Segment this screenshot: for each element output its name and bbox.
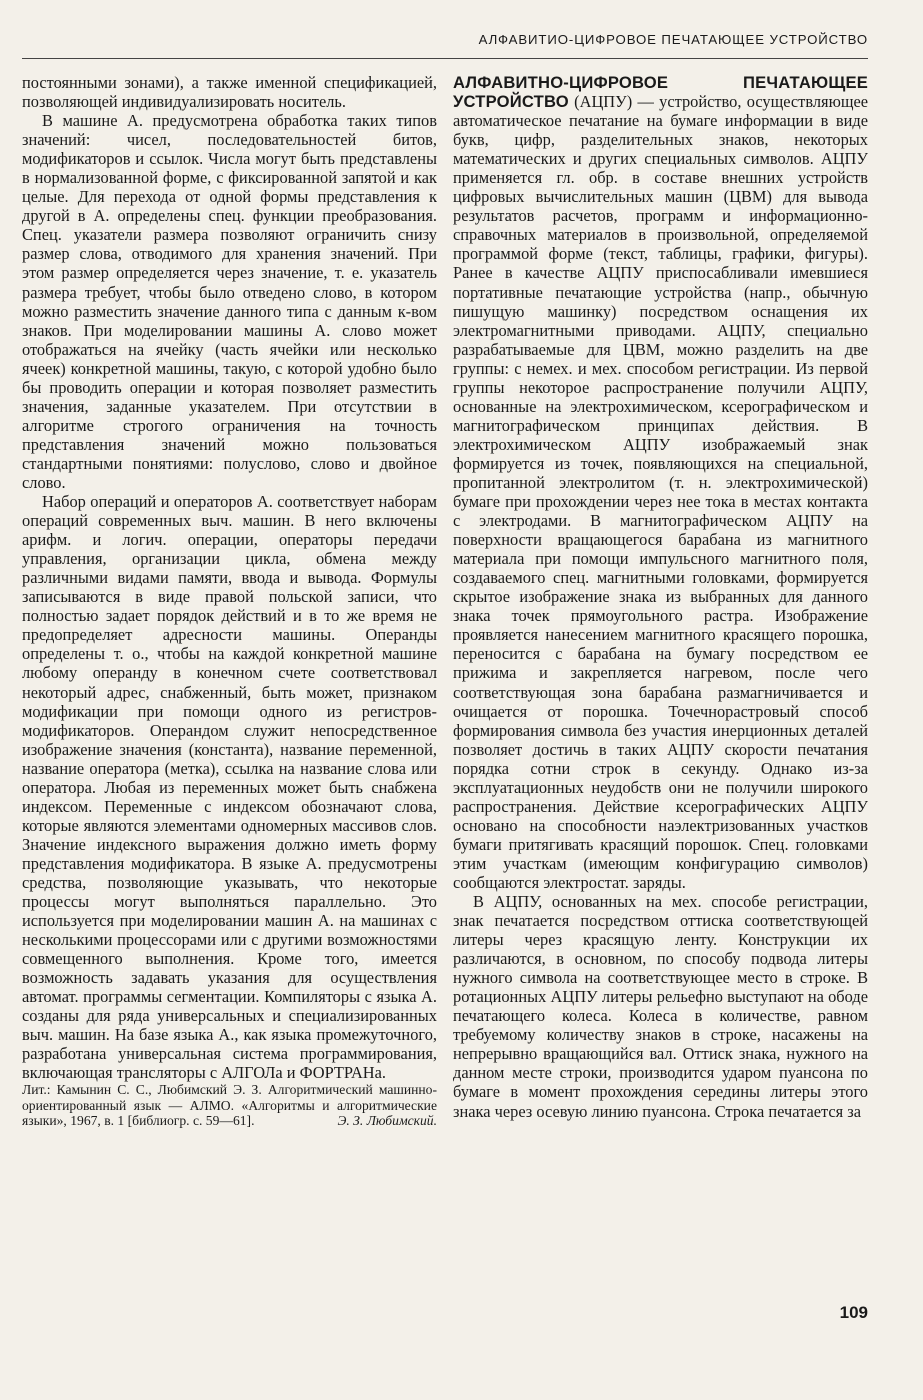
left-paragraph-1: постоянными зонами), а также именной спецификацией, позволяющей индивидуализировать носитель. [22, 73, 437, 112]
entry-title: АЛФАВИТНО-ЦИФРОВОЕ ПЕЧАТАЮЩЕЕ УСТРОЙСТВО [453, 73, 868, 112]
running-header: АЛФАВИТИО-ЦИФРОВОЕ ПЕЧАТАЮЩЕЕ УСТРОЙСТВО [478, 32, 868, 47]
right-paragraph-2: В АЦПУ, основанных на мех. способе регистрации, знак печатается посредством оттиска соответствующей литеры через красящую ленту. Конструкции их различаются, в основном, по способу подвода литеры нужного символа на соответствующее место в строке. В ротационных АЦПУ литеры рельефно выступают на ободе печатающего колеса. Колеса в количестве, равном требуемому количеству знаков в строке, насажены на непрерывно вращающийся вал. Оттиск знака, нужного на данном месте строки, производится ударом пуансона по бумаге в момент прохождения середины литеры этого знака через осевую линию пуансона. Строка печатается за [453, 892, 868, 1121]
right-paragraph-1 [453, 73, 868, 892]
literature-text: Лит.: Камынин С. С., Любимский Э. З. Алгоритмический машинно-ориентированный язык — АЛМО. «Алгоритмы и алгоритмические языки», 1967, в. 1 [библиогр. с. 59—61]. [22, 1082, 437, 1129]
literature-reference [22, 1082, 437, 1128]
right-column [453, 73, 868, 1121]
left-paragraph-2: В машине А. предусмотрена обработка таких типов значений: чисел, последовательностей битов, модификаторов и ссылок. Числа могут быть представлены в нормализованной форме, с фиксированной запятой и как целые. Для перехода от одной формы представления к другой в А. определены спец. функции преобразования. Спец. указатели размера позволяют ограничить снизу размер слова, отводимого для хранения значений. При этом размер определяется через значение, т. е. указатель размера требует, чтобы было отведено слово, в котором можно разместить значение данного типа с данным к-вом знаков. При моделировании машины А. слово может отображаться на ячейку (часть ячейки или несколько ячеек) конкретной машины, такую, с которой удобно было бы проводить операции и которая позволяет разместить значения, заданные указателем. При отсутствии в алгоритме строгого ограничения на точность представления значений можно пользоваться стандартными понятиями: полуслово, слово и двойное слово. [22, 111, 437, 492]
left-paragraph-3: Набор операций и операторов А. соответствует наборам операций современных выч. машин. В него включены арифм. и логич. операции, операторы передачи управления, организации цикла, обмена между различными видами памяти, ввода и вывода. Формулы записываются в виде правой польской записи, что полностью задает порядок действий и в то же время не предопределяет адресности машины. Операнды определены т. о., чтобы на каждой конкретной машине любому операнду в конечном счете соответствовал некоторый адрес, снабженный, быть может, признаком модификации при помощи одного из регистров-модификаторов. Операндом служит непосредственное изображение значения (константа), название переменной, название оператора (метка), ссылка на название слова или оператора. Любая из переменных может быть снабжена индексом. Переменные с индексом обозначают слова, которые являются элементами одномерных массивов слов. Значение индексного выражения должно иметь форму представления модификатора. В языке А. предусмотрены средства, позволяющие указывать, что некоторые процессы могут выполняться параллельно. Это используется при моделировании машин А. на машинах с несколькими процессорами или с другими возможностями совмещенного выполнения. Кроме того, имеется возможность задавать указания для осуществления автомат. программы сегментации. Компиляторы с языка А. созданы для ряда универсальных и специализированных выч. машин. На базе языка А., как языка промежуточного, разработана универсальная система программирования, включающая трансляторы с АЛГОЛа и ФОРТРАНа. [22, 492, 437, 1083]
entry-text: (АЦПУ) — устройство, осуществляющее автоматическое печатание на бумаге информации в виде букв, цифр, разделительных знаков, некоторых математических и других специальных символов. АЦПУ применяется гл. обр. в составе внешних устройств цифровых вычислительных машин (ЦВМ) для вывода результатов расчетов, программ и информационно-справочных материалов в произвольной, определяемой программой форме (текст, таблицы, графики, фигуры). Ранее в качестве АЦПУ приспосабливали имевшиеся портативные печатающие устройства (напр., обычную пишущую машинку) посредством оснащения их электромагнитными приводами. АЦПУ, специально разрабатываемые для ЦВМ, можно разделить на две группы: с немех. и мех. способом регистрации. Из первой группы некоторое распространение получили АЦПУ, основанные на электрохимическом, ксерографическом и магнитографическом принципах действия. В электрохимическом АЦПУ изображаемый знак формируется из точек, появляющихся на специальной, пропитанной электролитом (т. н. электрохимической) бумаге при прохождении через нее тока в местах контакта с электродами. В магнитографическом АЦПУ на поверхности вращающегося барабана из магнитного материала при помощи импульсного магнитного поля, создаваемого спец. магнитными головками, формируется скрытое изображение знака из выбранных для данного знака точек прямоугольного растра. Изображение проявляется нанесением магнитного красящего порошка, переносится с барабана на бумагу посредством ее прижима и закрепляется нагревом, после чего соответствующая зона барабана размагничивается и очищается от порошка. Точечнорастровый способ формирования символа без участия инерционных деталей позволяет достичь в таких АЦПУ скорости печатания порядка сотни строк в секунду. Однако из-за эксплуатационных неудобств они не получили широкого распространения. Действие ксерографических АЦПУ основано на способности наэлектризованных участков бумаги притягивать красящий порошок. Спец. головками этим участкам (имеющим конфигурацию символов) сообщаются электростат. заряды. [453, 92, 868, 892]
author-signature: Э. З. Любимский. [337, 1113, 437, 1129]
left-column [22, 73, 437, 1129]
header-rule [22, 58, 868, 59]
page-number: 109 [839, 1303, 868, 1322]
